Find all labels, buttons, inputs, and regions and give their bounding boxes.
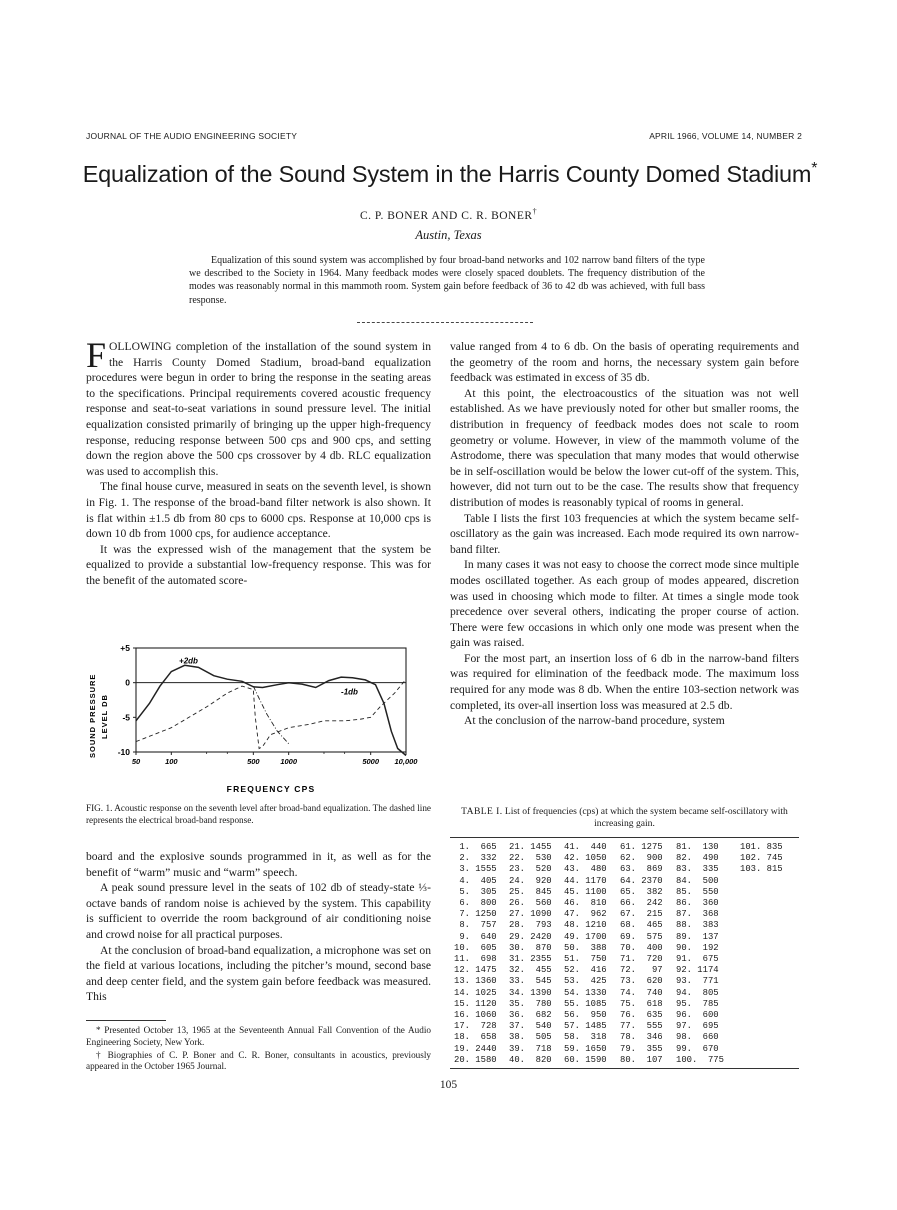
table-cell: 43. 480 xyxy=(564,864,607,875)
table-cell: 57. 1485 xyxy=(564,1021,607,1032)
table-cell: 99. 670 xyxy=(676,1043,719,1054)
paragraph-insertion-loss: For the most part, an insertion loss of 6 db in the narrow-band filters was required for elimination of the feedback mode. The maximum loss required for any mode was 8 db. When the entire 103-section network was completed, its over-all insertion loss was measured at 2.5 db. xyxy=(450,651,799,712)
table-cell: 90. 192 xyxy=(676,942,719,953)
table-cell: 66. 242 xyxy=(620,898,663,909)
y-tick-label: +5 xyxy=(120,643,130,653)
table-cell: 82. 490 xyxy=(676,853,719,864)
paragraph-management: It was the expressed wish of the management that the system be equalized to provide a substantial low-frequency response. This was for the benefit of the automated score- xyxy=(86,542,431,587)
y-tick-label: -5 xyxy=(122,712,130,723)
table-cell: 65. 382 xyxy=(620,886,663,897)
table-cell: 84. 500 xyxy=(676,875,719,886)
x-tick-label: 1000 xyxy=(280,757,298,766)
table-cell: 9. 640 xyxy=(454,931,497,942)
table-cell: 42. 1050 xyxy=(564,853,607,864)
table-cell: 45. 1100 xyxy=(564,886,607,897)
table-cell: 23. 520 xyxy=(509,864,552,875)
table-cell: 16. 1060 xyxy=(454,1010,497,1021)
figure-1 xyxy=(86,640,436,800)
x-tick-label: 100 xyxy=(165,757,178,766)
table-cell: 44. 1170 xyxy=(564,875,607,886)
title-text: Equalization of the Sound System in the Harris County Domed Stadium xyxy=(82,160,812,187)
drop-cap: F xyxy=(86,335,107,375)
table-cell: 33. 545 xyxy=(509,976,552,987)
paragraph-gain-value: value ranged from 4 to 6 db. On the basis of operating requirements and the geometry of the room and horns, the necessary system gain before feedback was estimated in excess of 35 db. xyxy=(450,340,799,385)
table-cell: 81. 130 xyxy=(676,842,719,852)
table-cell: 96. 600 xyxy=(676,1010,719,1021)
table-cell: 69. 575 xyxy=(620,931,663,942)
section-separator xyxy=(357,322,533,323)
issue-info: APRIL 1966, VOLUME 14, NUMBER 2 xyxy=(649,131,802,141)
table-cell: 4. 405 xyxy=(454,875,497,886)
page-number: 105 xyxy=(439,1079,458,1091)
table-cell: 61. 1275 xyxy=(620,842,663,852)
figure-caption: FIG. 1. Acoustic response on the seventh level after broad-band equalization. The dashed line represents the electrical broad-band response. xyxy=(86,803,431,825)
table-cell: 50. 388 xyxy=(564,942,607,953)
paragraph-multiple-modes: In many cases it was not easy to choose the correct mode since multiple modes oscillated together. As each group of modes appeared, discretion was used in choosing which mode to filter. At times a single mode took precedence over several others, indicating the proper course of action. There were few occasions in which only one mode was present when the gain was raised. xyxy=(450,558,799,650)
table-cell: 60. 1590 xyxy=(564,1054,607,1065)
table-cell: 102. 745 xyxy=(740,853,783,864)
table-cell: 27. 1090 xyxy=(509,909,552,920)
x-tick-label: 500 xyxy=(247,757,260,766)
author-names: C. P. BONER AND C. R. BONER xyxy=(359,209,533,222)
table-cell: 62. 900 xyxy=(620,853,663,864)
table-cell: 24. 920 xyxy=(509,875,552,886)
dash-dot-line xyxy=(253,686,288,744)
title-footnote-mark: * xyxy=(811,160,818,177)
paragraph-intro xyxy=(86,335,431,479)
journal-name: JOURNAL OF THE AUDIO ENGINEERING SOCIETY xyxy=(86,131,298,141)
table-cell: 46. 810 xyxy=(564,898,607,909)
table-cell: 56. 950 xyxy=(564,1010,607,1021)
table-column-6 xyxy=(740,842,783,876)
table-cell: 2. 332 xyxy=(454,853,497,864)
table-cell: 39. 718 xyxy=(509,1043,552,1054)
paragraph-intro-text: OLLOWING completion of the installation of the sound system in the Harris County Domed Stadium, broad-band equalization procedures were begun in order to bring the response in the seating areas to the specifications. Principal requirements covered acoustic frequency response and seat-to-seat variations in sound pressure level. The initial equalization consisted primarily of bringing up the upper high-frequency response, reducing response between 500 cps and 900 cps, and setting down the region above the 500 cps crossover by 4 db. RLC equalization was used to accomplish this. xyxy=(86,340,431,478)
table-cell: 40. 820 xyxy=(509,1054,552,1065)
table-cell: 41. 440 xyxy=(564,842,607,852)
plot-frame xyxy=(136,648,406,752)
y-axis-label-line1: SOUND PRESSURE xyxy=(88,673,97,758)
acoustic-response-line xyxy=(136,665,406,755)
table-cell: 58. 318 xyxy=(564,1032,607,1043)
table-cell: 55. 1085 xyxy=(564,998,607,1009)
annotation-minus-1db: -1db xyxy=(341,687,358,697)
y-axis-label-line2: LEVEL DB xyxy=(100,694,109,739)
response-chart xyxy=(86,640,436,800)
table-cell: 11. 698 xyxy=(454,954,497,965)
table-cell: 37. 540 xyxy=(509,1021,552,1032)
table-cell: 91. 675 xyxy=(676,954,719,965)
table-cell: 35. 780 xyxy=(509,998,552,1009)
table-cell: 7. 1250 xyxy=(454,909,497,920)
table-cell: 13. 1360 xyxy=(454,976,497,987)
table-cell: 12. 1475 xyxy=(454,965,497,976)
table-cell: 101. 835 xyxy=(740,842,783,852)
table-cell: 95. 785 xyxy=(676,998,719,1009)
abstract: Equalization of this sound system was accomplished by four broad-band networks and 102 narrow band filters of the type we described to the Society in 1964. Many feedback modes were closely spaced doublets. The frequency distribution of the modes was reasonably normal in this mammoth room. System gain before feedback of 36 to 42 db was achieved, with full bass response. xyxy=(189,255,705,306)
table-cell: 77. 555 xyxy=(620,1021,663,1032)
table-cell: 49. 1700 xyxy=(564,931,607,942)
annotation-plus-2db: +2db xyxy=(179,656,198,666)
left-column-bottom xyxy=(86,849,431,1005)
table-cell: 31. 2355 xyxy=(509,954,552,965)
table-cell: 83. 335 xyxy=(676,864,719,875)
table-cell: 36. 682 xyxy=(509,1010,552,1021)
table-cell: 87. 368 xyxy=(676,909,719,920)
table-cell: 47. 962 xyxy=(564,909,607,920)
table-cell: 8. 757 xyxy=(454,920,497,931)
table-cell: 25. 845 xyxy=(509,886,552,897)
table-cell: 18. 658 xyxy=(454,1032,497,1043)
table-cell: 78. 346 xyxy=(620,1032,663,1043)
x-tick-label: 10,000 xyxy=(394,757,418,766)
y-tick-label: -10 xyxy=(117,747,130,757)
paragraph-conclusion: At the conclusion of the narrow-band procedure, system xyxy=(464,714,725,728)
table-cell: 68. 465 xyxy=(620,920,663,931)
paragraph-continued: board and the explosive sounds programmed in it, as well as for the benefit of “warm” music and “warm” speech. xyxy=(86,850,431,879)
paragraph-peak-level: A peak sound pressure level in the seats of 102 db of steady-state ⅓-octave bands of random noise is achieved by the system. This capability is sufficient to override the room background of air conditioning noise and crowd noise for all practical purposes. xyxy=(86,881,431,941)
footnotes xyxy=(86,1020,431,1074)
table-cell: 32. 455 xyxy=(509,965,552,976)
table-cell: 54. 1330 xyxy=(564,987,607,998)
x-tick-label: 5000 xyxy=(362,757,380,766)
authors xyxy=(0,207,897,222)
table-cell: 34. 1390 xyxy=(509,987,552,998)
table-cell: 92. 1174 xyxy=(676,965,719,976)
table-cell: 73. 620 xyxy=(620,976,663,987)
table-cell: 76. 635 xyxy=(620,1010,663,1021)
table-cell: 98. 660 xyxy=(676,1032,719,1043)
table-column-2 xyxy=(509,842,552,1066)
table-cell: 53. 425 xyxy=(564,976,607,987)
table-cell: 94. 805 xyxy=(676,987,719,998)
table-cell: 20. 1580 xyxy=(454,1054,497,1065)
x-axis-label: FREQUENCY CPS xyxy=(226,784,316,794)
table-cell: 52. 416 xyxy=(564,965,607,976)
table-cell: 5. 305 xyxy=(454,886,497,897)
table-cell: 63. 869 xyxy=(620,864,663,875)
table-caption xyxy=(450,806,799,829)
table-cell: 71. 720 xyxy=(620,954,663,965)
table-column-4 xyxy=(620,842,663,1066)
table-cell: 79. 355 xyxy=(620,1043,663,1054)
footnote-presented: * Presented October 13, 1965 at the Seventeenth Annual Fall Convention of the Audio Engineering Society, New York. xyxy=(86,1025,431,1047)
table-cell: 30. 870 xyxy=(509,942,552,953)
left-column-top xyxy=(86,335,431,589)
table-column-1 xyxy=(454,842,497,1066)
table-cell: 89. 137 xyxy=(676,931,719,942)
table-cell: 86. 360 xyxy=(676,898,719,909)
table-cell: 103. 815 xyxy=(740,864,783,875)
table-cell: 17. 728 xyxy=(454,1021,497,1032)
y-tick-label: 0 xyxy=(125,677,130,688)
table-cell: 3. 1555 xyxy=(454,864,497,875)
table-cell: 97. 695 xyxy=(676,1021,719,1032)
table-cell: 48. 1210 xyxy=(564,920,607,931)
table-cell: 67. 215 xyxy=(620,909,663,920)
affiliation: Austin, Texas xyxy=(415,228,482,242)
table-cell: 72. 97 xyxy=(620,965,663,976)
table-cell: 80. 107 xyxy=(620,1054,663,1065)
paragraph-table-ref: Table I lists the first 103 frequencies at which the system became self-oscillatory as the gain was increased. Each mode required its own narrow-band filter. xyxy=(450,511,799,556)
table-cell: 59. 1650 xyxy=(564,1043,607,1054)
table-cell: 88. 383 xyxy=(676,920,719,931)
frequency-table xyxy=(450,837,799,1069)
paragraph-microphone: At the conclusion of broad-band equalization, a microphone was set on the field at various locations, including the pitcher’s mound, second base and deep center field, and the system gain before feedback was measured. This xyxy=(86,943,431,1004)
electrical-response-line xyxy=(136,679,406,748)
table-column-3 xyxy=(564,842,607,1066)
table-cell: 26. 560 xyxy=(509,898,552,909)
table-cell: 70. 400 xyxy=(620,942,663,953)
x-tick-label: 50 xyxy=(131,757,141,766)
paragraph-house-curve: The final house curve, measured in seats on the seventh level, is shown in Fig. 1. The response of the broad-band filter network is also shown. It is flat within ±1.5 db from 80 cps to 6000 cps. Response at 10,000 cps is down 10 db from 1000 cps, for audience acceptance. xyxy=(86,480,431,541)
running-head xyxy=(86,131,802,145)
table-cell: 74. 740 xyxy=(620,987,663,998)
table-cell: 85. 550 xyxy=(676,886,719,897)
table-cell: 75. 618 xyxy=(620,998,663,1009)
right-column xyxy=(450,339,799,729)
table-cell: 28. 793 xyxy=(509,920,552,931)
table-cell: 51. 750 xyxy=(564,954,607,965)
table-cell: 100. 775 xyxy=(676,1054,724,1065)
footnote-rule xyxy=(86,1020,166,1021)
table-cell: 38. 505 xyxy=(509,1032,552,1043)
table-cell: 93. 771 xyxy=(676,976,719,987)
table-caption-text: List of frequencies (cps) at which the system became self-oscillatory with increasing gain. xyxy=(504,806,788,829)
table-cell: 19. 2440 xyxy=(454,1043,497,1054)
table-cell: 10. 605 xyxy=(454,942,497,953)
table-cell: 21. 1455 xyxy=(509,842,552,852)
article-title xyxy=(60,160,840,188)
table-cell: 6. 800 xyxy=(454,898,497,909)
table-cell: 22. 530 xyxy=(509,853,552,864)
table-cell: 1. 665 xyxy=(454,842,497,852)
table-cell: 64. 2370 xyxy=(620,875,663,886)
table-cell: 29. 2420 xyxy=(509,931,552,942)
author-footnote-mark: † xyxy=(532,207,538,216)
paragraph-electroacoustics: At this point, the electroacoustics of the situation was not well established. As we have previously noted for other but smaller rooms, the distribution in frequency of feedback modes does not scale to room geometry or volume. However, in view of the mammoth volume of the Astrodome, there was speculation that many modes that would otherwise be in self-oscillation would be below the lower cut-off of the system. This, however, did not turn out to be the case. The results show that frequency distribution of modes is reasonably typical of rooms in general. xyxy=(450,386,799,509)
table-column-5 xyxy=(676,842,724,1066)
table-cell: 15. 1120 xyxy=(454,998,497,1009)
footnote-biographies: † Biographies of C. P. Boner and C. R. Boner, consultants in acoustics, previously appeared in the October 1965 Journal. xyxy=(86,1049,431,1072)
table-cell: 14. 1025 xyxy=(454,987,497,998)
table-label: TABLE I. xyxy=(461,806,503,817)
